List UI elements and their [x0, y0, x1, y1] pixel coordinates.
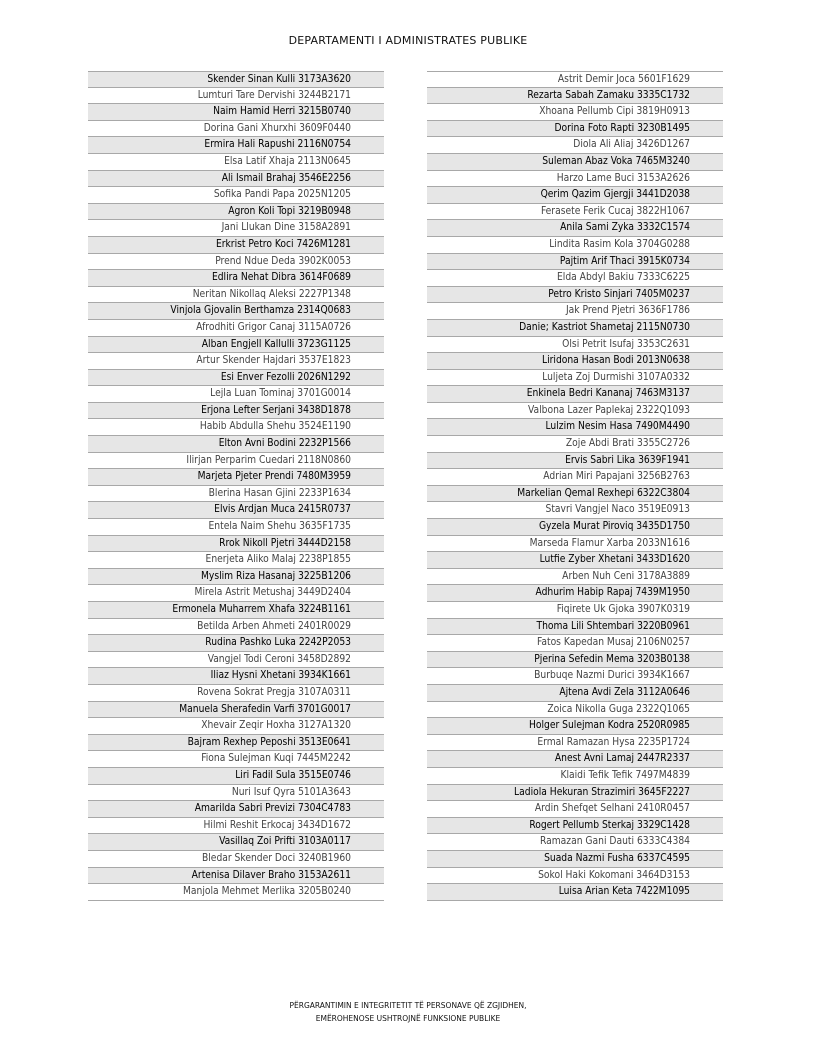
list-item: Bajram Rexhep Peposhi 3513E0641: [88, 735, 384, 752]
list-item: Ermonela Muharrem Xhafa 3224B1161: [88, 602, 384, 619]
list-item: Naim Hamid Herri 3215B0740: [88, 104, 384, 121]
list-item: Vasillaq Zoi Prifti 3103A0117: [88, 834, 384, 851]
list-item: Valbona Lazer Paplekaj 2322Q1093: [427, 403, 723, 420]
list-item: Markelian Qemal Rexhepi 6322C3804: [427, 486, 723, 503]
list-item: Anest Avni Lamaj 2447R2337: [427, 751, 723, 768]
list-item: Ilirjan Perparim Cuedari 2118N0860: [88, 453, 384, 470]
list-item: Esi Enver Fezolli 2026N1292: [88, 370, 384, 387]
list-item: Adrian Miri Papajani 3256B2763: [427, 469, 723, 486]
right-name-column: [427, 71, 723, 901]
list-item: Iliaz Hysni Xhetani 3934K1661: [88, 668, 384, 685]
list-item: Ferasete Ferik Cucaj 3822H1067: [427, 204, 723, 221]
list-item: Holger Sulejman Kodra 2520R0985: [427, 718, 723, 735]
list-item: Klaidi Tefik Tefik 7497M4839: [427, 768, 723, 785]
list-item: Ramazan Gani Dauti 6333C4384: [427, 834, 723, 851]
list-item: Olsi Petrit Isufaj 3353C2631: [427, 337, 723, 354]
list-item: Manjola Mehmet Merlika 3205B0240: [88, 884, 384, 901]
list-item: Elton Avni Bodini 2232P1566: [88, 436, 384, 453]
list-item: Suada Nazmi Fusha 6337C4595: [427, 851, 723, 868]
list-item: Edlira Nehat Dibra 3614F0689: [88, 270, 384, 287]
left-name-column: [88, 71, 384, 901]
list-item: Xhevair Zeqir Hoxha 3127A1320: [88, 718, 384, 735]
list-item: Entela Naim Shehu 3635F1735: [88, 519, 384, 536]
list-item: Jak Prend Pjetri 3636F1786: [427, 303, 723, 320]
list-item: Artenisa Dilaver Braho 3153A2611: [88, 868, 384, 885]
list-item: Vangjel Todi Ceroni 3458D2892: [88, 652, 384, 669]
list-item: Fiqirete Uk Gjoka 3907K0319: [427, 602, 723, 619]
list-item: Habib Abdulla Shehu 3524E1190: [88, 419, 384, 436]
list-item: Anila Sami Zyka 3332C1574: [427, 220, 723, 237]
list-item: Adhurim Habip Rapaj 7439M1950: [427, 585, 723, 602]
list-item: Enerjeta Aliko Malaj 2238P1855: [88, 552, 384, 569]
list-item: Erjona Lefter Serjani 3438D1878: [88, 403, 384, 420]
list-item: Nuri Isuf Qyra 5101A3643: [88, 785, 384, 802]
list-item: Marjeta Pjeter Prendi 7480M3959: [88, 469, 384, 486]
list-item: Luljeta Zoj Durmishi 3107A0332: [427, 370, 723, 387]
list-item: Diola Ali Aliaj 3426D1267: [427, 137, 723, 154]
list-item: Vinjola Gjovalin Berthamza 2314Q0683: [88, 303, 384, 320]
list-item: Zoje Abdi Brati 3355C2726: [427, 436, 723, 453]
list-item: Pjerina Sefedin Mema 3203B0138: [427, 652, 723, 669]
list-item: Lindita Rasim Kola 3704G0288: [427, 237, 723, 254]
list-item: Lejla Luan Tominaj 3701G0014: [88, 386, 384, 403]
list-item: Rogert Pellumb Sterkaj 3329C1428: [427, 818, 723, 835]
list-item: Amarilda Sabri Previzi 7304C4783: [88, 801, 384, 818]
list-item: Rudina Pashko Luka 2242P2053: [88, 635, 384, 652]
list-item: Ajtena Avdi Zela 3112A0646: [427, 685, 723, 702]
list-item: Pajtim Arif Thaci 3915K0734: [427, 254, 723, 271]
list-item: Prend Ndue Deda 3902K0053: [88, 254, 384, 271]
list-item: Ermal Ramazan Hysa 2235P1724: [427, 735, 723, 752]
list-item: Elda Abdyl Bakiu 7333C6225: [427, 270, 723, 287]
list-item: Lulzim Nesim Hasa 7490M4490: [427, 419, 723, 436]
list-item: Burbuqe Nazmi Durici 3934K1667: [427, 668, 723, 685]
list-item: Neritan Nikollaq Aleksi 2227P1348: [88, 287, 384, 304]
list-item: Lumturi Tare Dervishi 3244B2171: [88, 88, 384, 105]
list-item: Sokol Haki Kokomani 3464D3153: [427, 868, 723, 885]
list-item: Sofika Pandi Papa 2025N1205: [88, 187, 384, 204]
list-item: Erkrist Petro Koci 7426M1281: [88, 237, 384, 254]
list-item: Liri Fadil Sula 3515E0746: [88, 768, 384, 785]
footer-line-1: PËRGARANTIMIN E INTEGRITETIT TË PERSONAVE QË ZGJIDHEN,: [289, 1001, 527, 1010]
list-item: Harzo Lame Buci 3153A2626: [427, 171, 723, 188]
list-item: Stavri Vangjel Naco 3519E0913: [427, 502, 723, 519]
list-item: Manuela Sherafedin Varfi 3701G0017: [88, 702, 384, 719]
list-item: Ervis Sabri Lika 3639F1941: [427, 453, 723, 470]
list-item: Lutfie Zyber Xhetani 3433D1620: [427, 552, 723, 569]
list-item: Arben Nuh Ceni 3178A3889: [427, 569, 723, 586]
list-item: Petro Kristo Sinjari 7405M0237: [427, 287, 723, 304]
list-item: Qerim Qazim Gjergji 3441D2038: [427, 187, 723, 204]
list-item: Xhoana Pellumb Cipi 3819H0913: [427, 104, 723, 121]
page-title: DEPARTAMENTI I ADMINISTRATES PUBLIKE: [288, 34, 528, 47]
list-item: Fatos Kapedan Musaj 2106N0257: [427, 635, 723, 652]
list-item: Fiona Sulejman Kuqi 7445M2242: [88, 751, 384, 768]
list-item: Thoma Lili Shtembari 3220B0961: [427, 619, 723, 636]
list-item: Luisa Arian Keta 7422M1095: [427, 884, 723, 901]
list-item: Zoica Nikolla Guga 2322Q1065: [427, 702, 723, 719]
list-item: Danie; Kastriot Shametaj 2115N0730: [427, 320, 723, 337]
list-item: Ermira Hali Rapushi 2116N0754: [88, 137, 384, 154]
list-item: Rrok Nikoll Pjetri 3444D2158: [88, 536, 384, 553]
list-item: Myslim Riza Hasanaj 3225B1206: [88, 569, 384, 586]
list-item: Rezarta Sabah Zamaku 3335C1732: [427, 88, 723, 105]
list-item: Enkinela Bedri Kananaj 7463M3137: [427, 386, 723, 403]
list-item: Gyzela Murat Piroviq 3435D1750: [427, 519, 723, 536]
list-item: Ladiola Hekuran Strazimiri 3645F2227: [427, 785, 723, 802]
list-item: Hilmi Reshit Erkocaj 3434D1672: [88, 818, 384, 835]
list-item: Rovena Sokrat Pregja 3107A0311: [88, 685, 384, 702]
list-item: Mirela Astrit Metushaj 3449D2404: [88, 585, 384, 602]
list-item: Liridona Hasan Bodi 2013N0638: [427, 353, 723, 370]
list-item: Blerina Hasan Gjini 2233P1634: [88, 486, 384, 503]
list-item: Skender Sinan Kulli 3173A3620: [88, 71, 384, 88]
list-item: Jani Llukan Dine 3158A2891: [88, 220, 384, 237]
list-item: Astrit Demir Joca 5601F1629: [427, 71, 723, 88]
page-footer: [0, 999, 816, 1025]
list-item: Elsa Latif Xhaja 2113N0645: [88, 154, 384, 171]
list-item: Alban Engjell Kallulli 3723G1125: [88, 337, 384, 354]
list-item: Bledar Skender Doci 3240B1960: [88, 851, 384, 868]
list-item: Marseda Flamur Xarba 2033N1616: [427, 536, 723, 553]
list-item: Betilda Arben Ahmeti 2401R0029: [88, 619, 384, 636]
list-item: Suleman Abaz Voka 7465M3240: [427, 154, 723, 171]
list-item: Dorina Foto Rapti 3230B1495: [427, 121, 723, 138]
footer-line-2: EMËROHENOSE USHTROJNË FUNKSIONE PUBLIKE: [315, 1014, 501, 1023]
list-item: Elvis Ardjan Muca 2415R0737: [88, 502, 384, 519]
list-item: Agron Koli Topi 3219B0948: [88, 204, 384, 221]
list-item: Dorina Gani Xhurxhi 3609F0440: [88, 121, 384, 138]
list-item: Artur Skender Hajdari 3537E1823: [88, 353, 384, 370]
list-item: Ardin Shefqet Selhani 2410R0457: [427, 801, 723, 818]
list-item: Ali Ismail Brahaj 3546E2256: [88, 171, 384, 188]
list-item: Afrodhiti Grigor Canaj 3115A0726: [88, 320, 384, 337]
